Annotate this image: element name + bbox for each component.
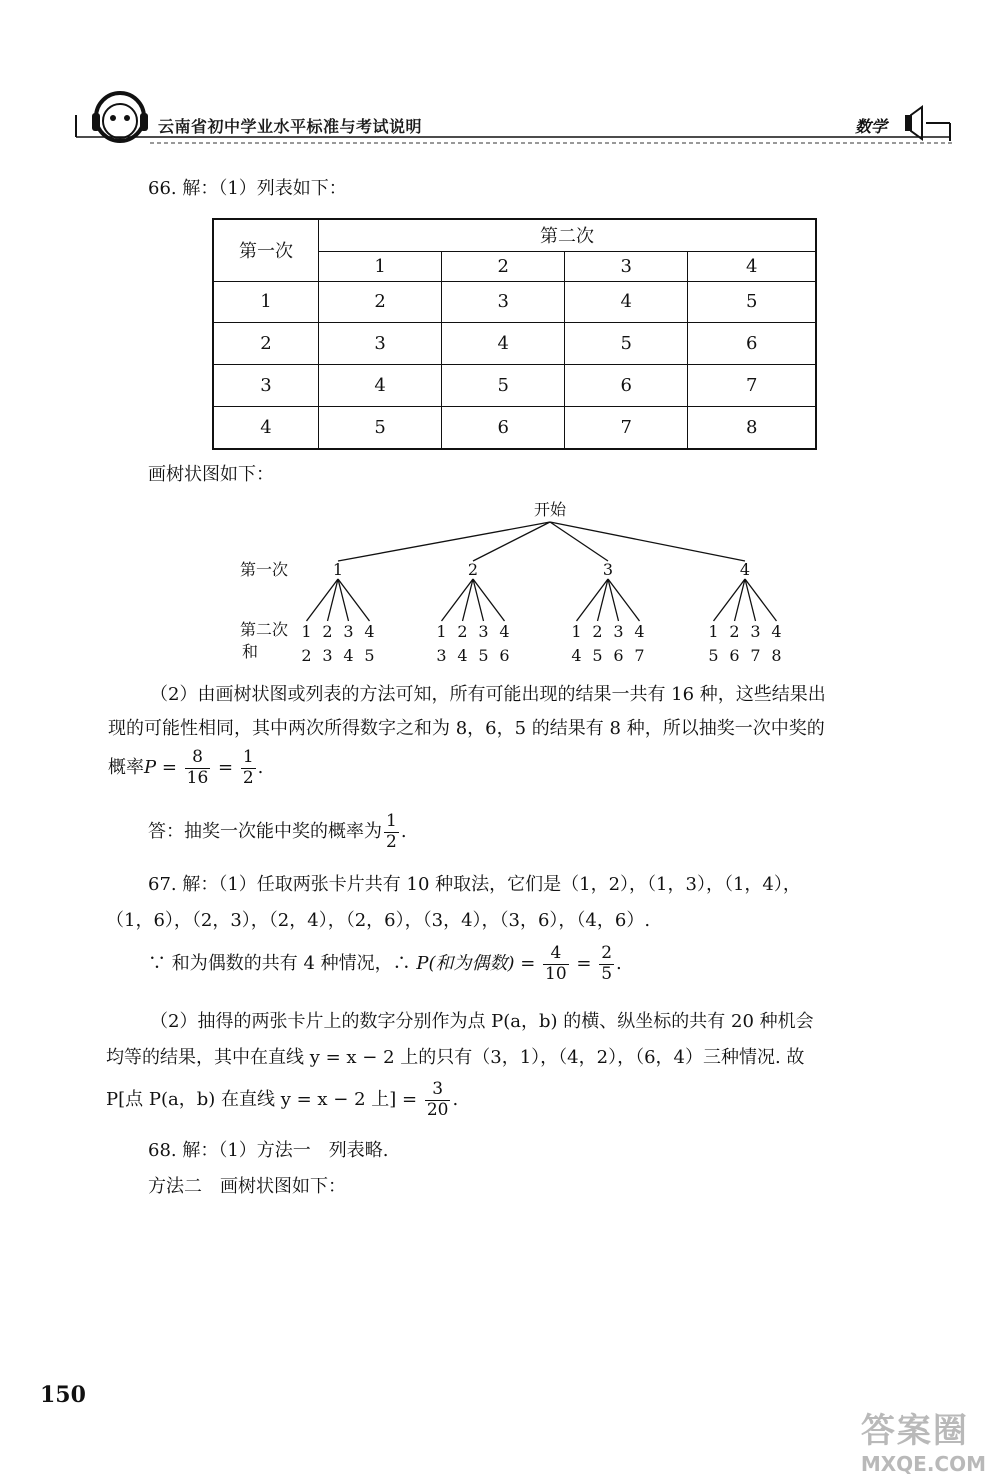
table-cell: 8	[688, 406, 816, 449]
frac-num: 2	[601, 943, 613, 963]
frac-num: 8	[185, 748, 211, 769]
frac-num: 1	[386, 811, 397, 831]
table-cell: 4	[319, 365, 442, 407]
frac-den: 10	[545, 963, 567, 984]
tree-sum: 3	[436, 646, 447, 665]
tree-node-second: 1	[301, 622, 312, 641]
fraction	[425, 1080, 451, 1120]
table-cell: 4	[565, 281, 688, 323]
table-cell: 2	[319, 281, 442, 323]
table-cell: 7	[565, 406, 688, 449]
watermark	[861, 1403, 986, 1476]
tree-node-second: 3	[613, 622, 624, 641]
tree-node-second: 4	[364, 622, 375, 641]
speaker-icon	[905, 107, 950, 141]
q68-line2: 方法二 画树状图如下：	[148, 1176, 346, 1197]
table-row	[213, 406, 816, 449]
q67-line3: ∵ 和为偶数的共有 4 种情况，∴ P(和为偶数) = $\frac{4}{10}$ = $\frac{2}{5}$ .	[148, 943, 622, 984]
table-cell: 5	[319, 406, 442, 449]
table-cell: 3	[319, 323, 442, 365]
line3-text: P[点 P(a，b) 在直线 y = x − 2 上] =	[106, 1089, 418, 1111]
tree-node-second: 4	[771, 622, 782, 641]
frac-den: 2	[386, 831, 397, 852]
frac-den: 2	[242, 767, 254, 788]
col-header: 第二次	[319, 219, 817, 251]
tree-node-second: 3	[478, 622, 489, 641]
tree-node-second: 4	[499, 622, 510, 641]
header-title: 云南省初中学业水平标准与考试说明	[158, 117, 423, 136]
fraction	[384, 812, 399, 852]
tree-sum: 5	[592, 646, 603, 665]
table-row	[213, 365, 816, 407]
row-label: 2	[213, 323, 319, 365]
q66-intro: 66. 解：（1）列表如下：	[148, 178, 347, 199]
table-row	[213, 281, 816, 323]
watermark-url: MXQE.COM	[860, 1452, 986, 1476]
header-subject: 数学	[855, 117, 888, 136]
table-cell: 5	[565, 323, 688, 365]
headphone-logo-icon	[92, 93, 148, 141]
tree-node-second: 2	[729, 622, 740, 641]
fraction	[599, 944, 614, 984]
tree-node-first: 3	[602, 560, 614, 579]
table-cell: 6	[688, 323, 816, 365]
q66-probability: 概率P = $\frac{8}{16}$ = $\frac{1}{2}$ .	[108, 747, 264, 788]
tree-root: 开始	[533, 500, 567, 519]
tree-sum: 3	[322, 646, 333, 665]
tree-sum: 5	[708, 646, 719, 665]
table-cell: 5	[688, 281, 816, 323]
q66-p2-line2: 现的可能性相同，其中两次所得数字之和为 8，6，5 的结果有 8 种，所以抽奖一次中奖的	[108, 718, 825, 739]
sum-table	[212, 218, 817, 450]
tree-node-second: 2	[457, 622, 468, 641]
q68-line1: 68. 解：（1）方法一 列表略.	[148, 1140, 389, 1161]
frac-num: 3	[425, 1080, 451, 1101]
tree-intro: 画树状图如下：	[148, 464, 274, 485]
tree-edge	[473, 522, 550, 561]
tree-edge	[338, 522, 550, 561]
frac-den: 16	[186, 767, 209, 788]
row-label: 4	[213, 406, 319, 449]
table-cell: 4	[442, 323, 565, 365]
col-label: 3	[565, 251, 688, 281]
col-label: 4	[688, 251, 816, 281]
frac-num: 1	[242, 747, 254, 767]
tree-node-second: 1	[571, 622, 582, 641]
q67-line2: （1，6），（2，3），（2，4），（2，6），（3，4），（3，6），（4，6）.	[106, 910, 651, 931]
page-number: 150	[40, 1382, 86, 1408]
q67-p2-line1: （2）抽得的两张卡片上的数字分别作为点 P(a，b) 的横、纵坐标的共有 20 种机会	[150, 1011, 814, 1032]
table-cell: 6	[565, 365, 688, 407]
frac-den: 5	[601, 963, 613, 984]
watermark-logo: 答案圈	[860, 1411, 969, 1451]
tree-sum: 2	[301, 646, 312, 665]
q66-p2-line1: （2）由画树状图或列表的方法可知，所有可能出现的结果一共有 16 种，这些结果出	[150, 684, 826, 705]
tree-label-second: 第二次	[240, 620, 289, 639]
tree-node-second: 1	[708, 622, 719, 641]
q66-answer: 答：抽奖一次能中奖的概率为 $\frac{1}{2}$ .	[148, 811, 407, 852]
row-label: 1	[213, 281, 319, 323]
q67-line1: 67. 解：（1）任取两张卡片共有 10 种取法，它们是（1，2），（1，3），（1，4），	[148, 874, 801, 895]
tree-sum: 6	[613, 646, 624, 665]
row-header: 第一次	[213, 219, 319, 281]
tree-node-second: 4	[634, 622, 645, 641]
tree-node-first: 2	[467, 560, 479, 579]
tree-node-second: 3	[750, 622, 761, 641]
tree-sum: 4	[571, 646, 582, 665]
tree-sum: 6	[729, 646, 740, 665]
prob-var: P	[144, 757, 157, 779]
tree-node-second: 2	[592, 622, 603, 641]
tree-sum: 7	[634, 646, 645, 665]
row-label: 3	[213, 365, 319, 407]
tree-node-second: 1	[436, 622, 447, 641]
table-cell: 6	[442, 406, 565, 449]
tree-sum: 4	[457, 646, 468, 665]
col-label: 1	[319, 251, 442, 281]
line3-expr: P(和为偶数) =	[416, 953, 536, 975]
tree-label-first: 第一次	[240, 560, 289, 579]
prob-prefix: 概率	[108, 757, 144, 779]
tree-diagram	[230, 495, 800, 670]
tree-sum: 4	[343, 646, 354, 665]
line3-prefix: ∵ 和为偶数的共有 4 种情况，∴	[148, 953, 417, 975]
tree-sum: 6	[499, 646, 510, 665]
q67-p2-line3: P[点 P(a，b) 在直线 y = x − 2 上] = $\frac{3}{20}$ .	[106, 1079, 459, 1120]
tree-sum: 5	[364, 646, 375, 665]
tree-node-first: 4	[739, 560, 751, 579]
fraction	[185, 748, 211, 788]
fraction	[543, 944, 569, 984]
answer-text: 答：抽奖一次能中奖的概率为	[148, 821, 382, 843]
col-label: 2	[442, 251, 565, 281]
tree-node-second: 2	[322, 622, 333, 641]
tree-sum: 5	[478, 646, 489, 665]
tree-label-sum: 和	[242, 642, 259, 661]
table-row	[213, 323, 816, 365]
table-cell: 7	[688, 365, 816, 407]
table-cell: 5	[442, 365, 565, 407]
q67-p2-line2: 均等的结果，其中在直线 y = x − 2 上的只有（3，1），（4，2），（6，4）三种情况. 故	[106, 1047, 805, 1068]
fraction	[241, 748, 256, 788]
frac-num: 4	[543, 944, 569, 965]
tree-node-first: 1	[332, 560, 344, 579]
tree-node-second: 3	[343, 622, 354, 641]
table-cell: 3	[442, 281, 565, 323]
tree-sum: 8	[771, 646, 782, 665]
tree-sum: 7	[750, 646, 761, 665]
frac-den: 20	[426, 1099, 449, 1120]
